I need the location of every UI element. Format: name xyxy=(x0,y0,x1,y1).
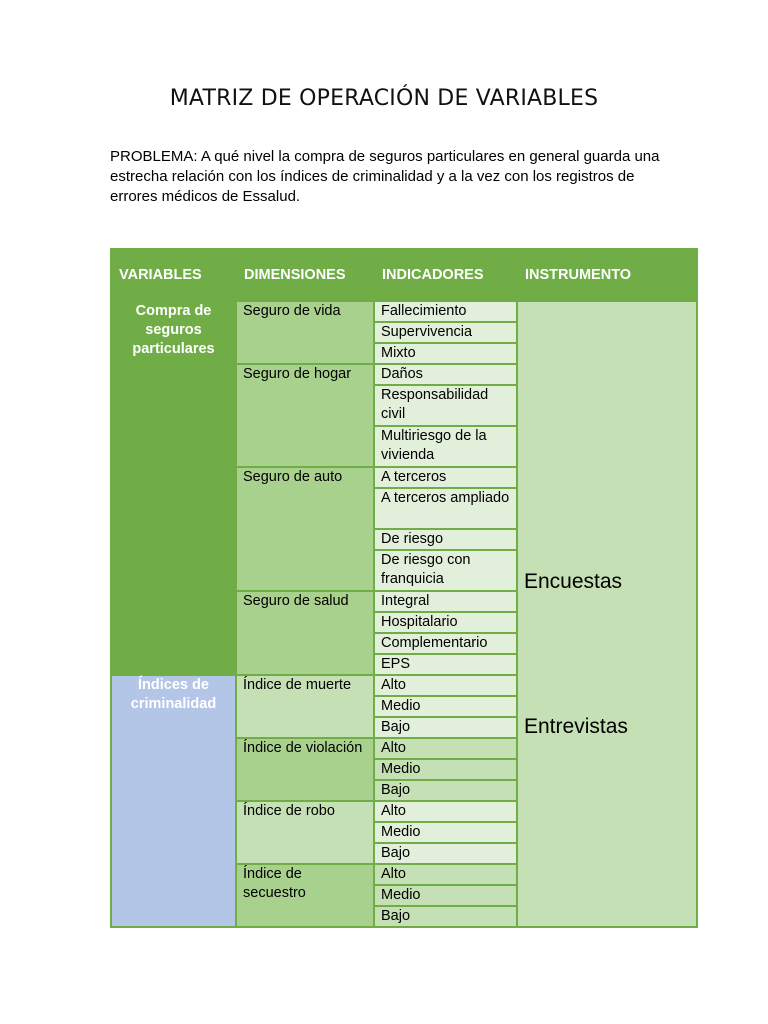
indicator-cell: Responsabilidad civil xyxy=(374,385,517,426)
indicator-cell: Complementario xyxy=(374,633,517,654)
instrument-entrevistas: Entrevistas xyxy=(524,715,628,738)
variable-cell: Índices de criminalidad xyxy=(111,675,236,927)
indicator-cell: Hospitalario xyxy=(374,612,517,633)
dimension-cell: Seguro de auto xyxy=(236,467,374,591)
table-row xyxy=(111,301,697,322)
dimension-cell: Índice de violación xyxy=(236,738,374,801)
indicator-cell: Alto xyxy=(374,864,517,885)
dimension-cell: Seguro de salud xyxy=(236,591,374,675)
problem-statement: PROBLEMA: A qué nivel la compra de seguros particulares en general guarda una estrecha relación con los índices de criminalidad y a la vez con los registros de errores médicos de Essalud. xyxy=(110,148,660,205)
indicator-cell: Medio xyxy=(374,885,517,906)
indicator-cell: A terceros ampliado xyxy=(374,488,517,529)
indicator-cell: Bajo xyxy=(374,843,517,864)
instrument-cell xyxy=(517,301,697,927)
indicator-cell: Multiriesgo de la vivienda xyxy=(374,426,517,467)
indicator-cell: Alto xyxy=(374,738,517,759)
indicator-cell: Medio xyxy=(374,696,517,717)
indicator-cell: Medio xyxy=(374,822,517,843)
dimension-cell: Seguro de hogar xyxy=(236,364,374,467)
indicator-cell: Daños xyxy=(374,364,517,385)
indicator-cell: Supervivencia xyxy=(374,322,517,343)
indicator-cell: De riesgo con franquicia xyxy=(374,550,517,591)
dimension-cell: Índice de secuestro xyxy=(236,864,374,927)
indicator-cell: De riesgo xyxy=(374,529,517,550)
indicator-cell: Alto xyxy=(374,801,517,822)
indicator-cell: Mixto xyxy=(374,343,517,364)
dimension-cell: Seguro de vida xyxy=(236,301,374,364)
indicator-cell: A terceros xyxy=(374,467,517,488)
dimension-cell: Índice de robo xyxy=(236,801,374,864)
table-body xyxy=(111,301,697,927)
indicator-cell: Medio xyxy=(374,759,517,780)
document-title: MATRIZ DE OPERACIÓN DE VARIABLES xyxy=(169,86,599,111)
table-header-row xyxy=(111,249,697,301)
indicator-cell: Bajo xyxy=(374,717,517,738)
instrument-encuestas: Encuestas xyxy=(524,570,623,593)
indicator-cell: Bajo xyxy=(374,906,517,927)
header-variables: VARIABLES xyxy=(111,249,236,301)
indicator-cell: Fallecimiento xyxy=(374,301,517,322)
variable-cell: Compra de seguros particulares xyxy=(111,301,236,675)
header-instrumento: INSTRUMENTO xyxy=(517,249,697,301)
dimension-cell: Índice de muerte xyxy=(236,675,374,738)
indicator-cell: Bajo xyxy=(374,780,517,801)
indicator-cell: Integral xyxy=(374,591,517,612)
operation-matrix-table xyxy=(110,248,698,928)
indicator-cell: Alto xyxy=(374,675,517,696)
header-indicadores: INDICADORES xyxy=(374,249,517,301)
header-dimensiones: DIMENSIONES xyxy=(236,249,374,301)
indicator-cell: EPS xyxy=(374,654,517,675)
